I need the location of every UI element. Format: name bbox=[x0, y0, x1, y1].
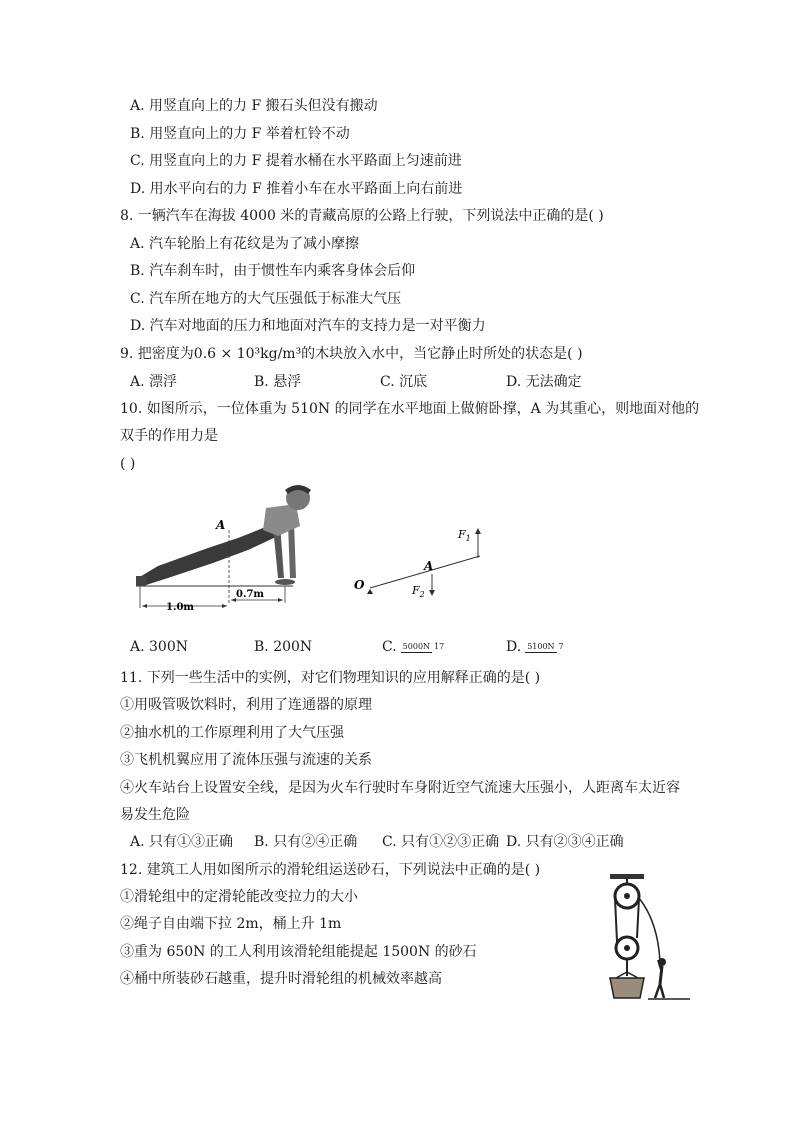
q10-option-d-fraction: 5100N 7 bbox=[527, 641, 564, 651]
lever-diagram bbox=[350, 520, 490, 600]
q12-item-1: ①滑轮组中的定滑轮能改变拉力的大小 bbox=[120, 889, 358, 905]
q7-option-c[interactable]: C. 用竖直向上的力 F 提着水桶在水平路面上匀速前进 bbox=[130, 153, 462, 169]
q9-option-a[interactable]: A. 漂浮 bbox=[130, 374, 178, 390]
q12-item-4: ④桶中所装砂石越重，提升时滑轮组的机械效率越高 bbox=[120, 971, 442, 987]
q8-stem: 8. 一辆汽车在海拔 4000 米的青藏高原的公路上行驶，下列说法中正确的是( ) bbox=[120, 208, 604, 224]
q10-option-d[interactable]: D. 5100N 7 bbox=[506, 639, 564, 655]
q8-option-b[interactable]: B. 汽车刹车时，由于惯性车内乘客身体会后仰 bbox=[130, 263, 416, 279]
q11-item-1: ①用吸管吸饮料时，利用了连通器的原理 bbox=[120, 697, 372, 713]
figure-dim-07m: 0.7m bbox=[236, 589, 264, 600]
q11-options bbox=[130, 832, 624, 852]
q10-option-c-fraction: 5000N 17 bbox=[402, 641, 445, 651]
q12-item-2: ②绳子自由端下拉 2m，桶上升 1m bbox=[120, 916, 342, 932]
q11-item-4-cont: 易发生危险 bbox=[120, 807, 190, 823]
q7-option-b[interactable]: B. 用竖直向上的力 F 举着杠铃不动 bbox=[130, 126, 350, 142]
q11-option-a[interactable]: A. 只有①③正确 bbox=[130, 834, 234, 850]
q10-stem-line2: 双手的作用力是 bbox=[120, 428, 218, 444]
q10-option-c[interactable]: C. 5000N 17 bbox=[382, 639, 445, 655]
q10-options bbox=[130, 637, 566, 657]
q10-answer-bracket: ( ) bbox=[120, 456, 136, 472]
lever-label-f2: $F_2$ bbox=[412, 584, 425, 599]
figure-dim-1m: 1.0m bbox=[166, 602, 194, 613]
q10-option-b[interactable]: B. 200N bbox=[254, 639, 313, 655]
pulley-figure bbox=[600, 872, 692, 1002]
q11-stem: 11. 下列一些生活中的实例，对它们物理知识的应用解释正确的是( ) bbox=[120, 670, 541, 686]
pushup-figure bbox=[128, 478, 328, 618]
q12-stem: 12. 建筑工人用如图所示的滑轮组运送砂石，下列说法中正确的是( ) bbox=[120, 862, 541, 878]
q10-option-a[interactable]: A. 300N bbox=[130, 639, 188, 655]
q9-options bbox=[130, 372, 582, 392]
q7-option-a[interactable]: A. 用竖直向上的力 F 搬石头但没有搬动 bbox=[130, 98, 378, 114]
lever-label-a: A bbox=[424, 559, 434, 573]
q8-option-c[interactable]: C. 汽车所在地方的大气压强低于标准大气压 bbox=[130, 291, 402, 307]
q11-item-3: ③飞机机翼应用了流体压强与流速的关系 bbox=[120, 752, 372, 768]
q12-item-3: ③重为 650N 的工人利用该滑轮组能提起 1500N 的砂石 bbox=[120, 944, 477, 960]
q8-option-d[interactable]: D. 汽车对地面的压力和地面对汽车的支持力是一对平衡力 bbox=[130, 318, 486, 334]
q11-option-b[interactable]: B. 只有②④正确 bbox=[254, 834, 358, 850]
figure-label-a: A bbox=[216, 518, 226, 532]
q9-option-d[interactable]: D. 无法确定 bbox=[506, 374, 582, 390]
q9-option-b[interactable]: B. 悬浮 bbox=[254, 374, 302, 390]
q11-option-c[interactable]: C. 只有①②③正确 bbox=[382, 834, 500, 850]
q11-option-d[interactable]: D. 只有②③④正确 bbox=[506, 834, 624, 850]
lever-label-o: O bbox=[354, 578, 365, 592]
q11-item-2: ②抽水机的工作原理利用了大气压强 bbox=[120, 725, 344, 741]
q11-item-4: ④火车站台上设置安全线，是因为火车行驶时车身附近空气流速大压强小，人距离车太近容 bbox=[120, 780, 680, 796]
q9-option-c[interactable]: C. 沉底 bbox=[380, 374, 428, 390]
lever-label-f1: $F_1$ bbox=[458, 528, 471, 543]
q10-stem-line1: 10. 如图所示，一位体重为 510N 的同学在水平地面上做俯卧撑，A 为其重心，则地面对他的 bbox=[120, 401, 700, 417]
q8-option-a[interactable]: A. 汽车轮胎上有花纹是为了减小摩擦 bbox=[130, 236, 360, 252]
q9-stem: 9. 把密度为0.6 × 10³kg/m³的木块放入水中，当它静止时所处的状态是( ) bbox=[120, 346, 583, 362]
q7-option-d[interactable]: D. 用水平向右的力 F 推着小车在水平路面上向右前进 bbox=[130, 181, 463, 197]
